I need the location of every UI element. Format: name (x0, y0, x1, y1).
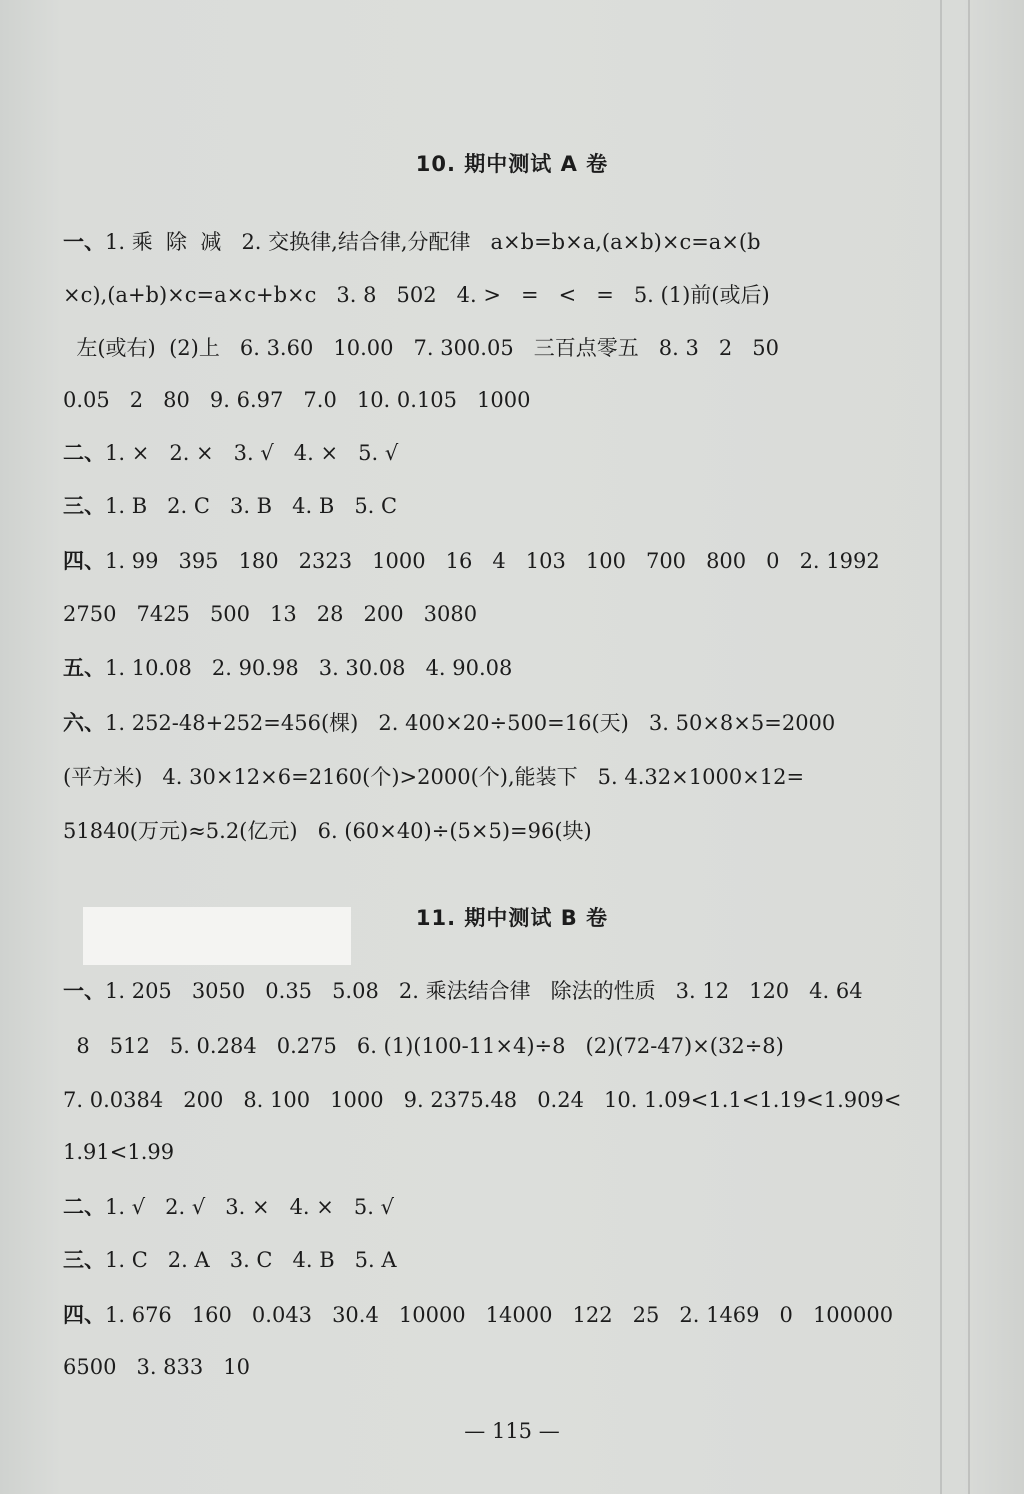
answer-text: 51840(万元)≈5.2(亿元) 6. (60×40)÷(5×5)=96(块) (63, 819, 592, 843)
answer-text: 2750 7425 500 13 28 200 3080 (63, 602, 478, 626)
answer-text: 1. 252-48+252=456(棵) 2. 400×20÷500=16(天) 3. 50×8×5=2000 (105, 711, 836, 735)
answer-text: 0.05 2 80 9. 6.97 7.0 10. 0.105 1000 (63, 388, 531, 412)
answer-text: 1. 99 395 180 2323 1000 16 4 103 100 700 800 0 2. 1992 (105, 549, 880, 573)
section-a-line (63, 335, 779, 361)
question-group-label: 六、 (63, 711, 105, 735)
answer-text: 1. C 2. A 3. C 4. B 5. A (105, 1248, 397, 1272)
section-b-line (63, 1247, 397, 1273)
question-group-label: 四、 (63, 1303, 105, 1327)
answer-text: 7. 0.0384 200 8. 100 1000 9. 2375.48 0.24 10. 1.09<1.1<1.19<1.909< (63, 1088, 902, 1112)
answer-text: 1. √ 2. √ 3. × 4. × 5. √ (105, 1195, 394, 1219)
section-b-line (63, 1033, 784, 1059)
answer-text: 1. 10.08 2. 90.98 3. 30.08 4. 90.08 (105, 656, 513, 680)
section-a-line (63, 655, 512, 681)
answer-text: 1. × 2. × 3. √ 4. × 5. √ (105, 441, 399, 465)
section-a-line (63, 493, 397, 519)
answer-text: 1. B 2. C 3. B 4. B 5. C (105, 494, 398, 518)
section-b-line (63, 978, 863, 1004)
question-group-label: 三、 (63, 494, 105, 518)
section-a-line (63, 548, 880, 574)
question-group-label: 一、 (63, 230, 105, 254)
answer-text: 6500 3. 833 10 (63, 1355, 251, 1379)
answer-text: 左(或右) (2)上 6. 3.60 10.00 7. 300.05 三百点零五 8. 3 2 50 (63, 336, 779, 360)
answer-text: ×c),(a+b)×c=a×c+b×c 3. 8 502 4. > = < = 5. (1)前(或后) (63, 283, 770, 307)
section-b-title: 11. 期中测试 B 卷 (415, 906, 609, 930)
question-group-label: 四、 (63, 549, 105, 573)
answer-text: 1. 205 3050 0.35 5.08 2. 乘法结合律 除法的性质 3. 12 120 4. 64 (105, 979, 863, 1003)
section-a-line (63, 710, 835, 736)
question-group-label: 二、 (63, 441, 105, 465)
section-a-line (63, 601, 477, 627)
section-b-line (63, 1194, 394, 1220)
question-group-label: 三、 (63, 1248, 105, 1272)
question-group-label: 五、 (63, 656, 105, 680)
section-a-line (63, 387, 531, 413)
answer-text: 1. 676 160 0.043 30.4 10000 14000 122 25 2. 1469 0 100000 (105, 1303, 894, 1327)
section-a-line (63, 229, 761, 255)
section-a-line (63, 818, 592, 844)
section-a-line (63, 282, 770, 308)
answer-text: 1. 乘 除 减 2. 交换律,结合律,分配律 a×b=b×a,(a×b)×c=a×(b (105, 230, 761, 254)
page-fold-line (968, 0, 970, 1494)
section-b-line (63, 1354, 250, 1380)
section-a-line (63, 440, 398, 466)
question-group-label: 一、 (63, 979, 105, 1003)
section-b-line (63, 1139, 174, 1165)
page-number: — 115 — (464, 1419, 560, 1443)
section-a-line (63, 764, 804, 790)
section-b-line (63, 1302, 893, 1328)
question-group-label: 二、 (63, 1195, 105, 1219)
answer-text: 8 512 5. 0.284 0.275 6. (1)(100-11×4)÷8 (2)(72-47)×(32÷8) (63, 1034, 784, 1058)
section-b-line (63, 1087, 901, 1113)
section-a-title: 10. 期中测试 A 卷 (415, 152, 609, 176)
page-fold-line (940, 0, 942, 1494)
answer-text: 1.91<1.99 (63, 1140, 175, 1164)
answer-text: (平方米) 4. 30×12×6=2160(个)>2000(个),能装下 5. 4.32×1000×12= (63, 765, 805, 789)
